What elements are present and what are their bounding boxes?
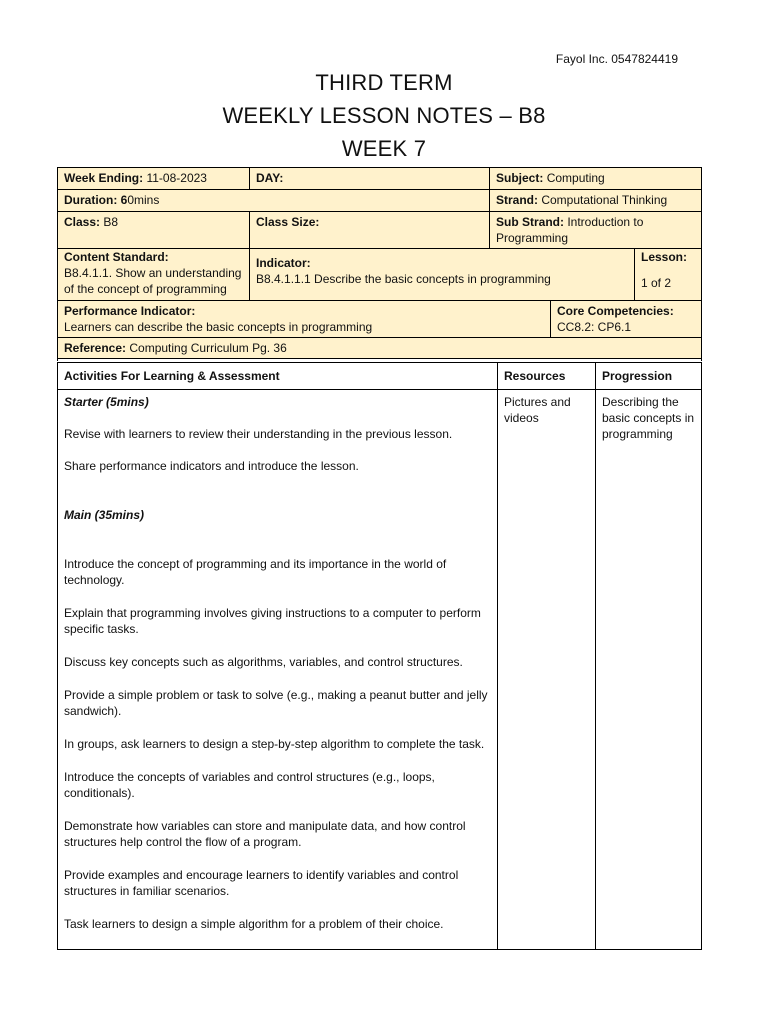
- subject-value: Computing: [546, 171, 605, 185]
- starter-heading: Starter (5mins): [64, 395, 149, 409]
- resources-header: Resources: [498, 363, 596, 390]
- reference-cell: Reference: Computing Curriculum Pg. 36: [58, 338, 702, 359]
- document-title: WEEKLY LESSON NOTES – B8: [222, 103, 546, 128]
- main-item: Introduce the concept of programming and its importance in the world of technology.: [64, 557, 447, 587]
- content-standard-cell: Content Standard: B8.4.1.1. Show an understanding of the concept of programming: [58, 249, 250, 301]
- reference-value: Computing Curriculum Pg. 36: [129, 341, 287, 355]
- lesson-cell: Lesson: 1 of 2: [635, 249, 702, 301]
- main-item: In groups, ask learners to design a step-by-step algorithm to complete the task.: [64, 737, 485, 751]
- class-cell: Class: B8: [58, 212, 250, 249]
- main-item: Provide examples and encourage learners to identify variables and control structures in familiar scenarios.: [64, 868, 459, 898]
- content-standard-value: B8.4.1.1. Show an understanding of the concept of programming: [64, 266, 242, 296]
- indicator-cell: Indicator: B8.4.1.1.1 Describe the basic concepts in programming: [250, 249, 635, 301]
- sub-strand-cell: Sub Strand: Introduction to Programming: [490, 212, 702, 249]
- duration-value: 0mins: [127, 193, 160, 207]
- performance-indicator-cell: Performance Indicator: Learners can describe the basic concepts in programming: [58, 301, 551, 338]
- contact-info: Fayol Inc. 0547824419: [555, 52, 678, 66]
- main-item: Explain that programming involves giving instructions to a computer to perform specific tasks.: [64, 606, 481, 636]
- duration-cell: Duration: 60mins: [58, 190, 490, 212]
- strand-cell: Strand: Computational Thinking: [490, 190, 702, 212]
- starter-item: Revise with learners to review their understanding in the previous lesson.: [64, 427, 453, 441]
- class-size-cell: Class Size:: [250, 212, 490, 249]
- core-competencies-value: CC8.2: CP6.1: [557, 320, 632, 334]
- week-ending-cell: Week Ending: 11-08-2023: [58, 168, 250, 190]
- lesson-info-table: [57, 167, 702, 359]
- performance-indicator-value: Learners can describe the basic concepts in programming: [64, 320, 373, 334]
- class-value: B8: [103, 215, 119, 229]
- day-cell: DAY:: [250, 168, 490, 190]
- main-item: Discuss key concepts such as algorithms, variables, and control structures.: [64, 655, 463, 669]
- sub-strand-value: Introduction to Programming: [496, 215, 644, 245]
- activities-table: [57, 362, 702, 950]
- main-item: Introduce the concepts of variables and control structures (e.g., loops, conditionals).: [64, 770, 435, 800]
- spacer-row: [57, 340, 702, 361]
- main-heading: Main (35mins): [64, 508, 145, 522]
- progression-value: Describing the basic concepts in programming: [596, 390, 702, 950]
- resources-value: Pictures and videos: [498, 390, 596, 950]
- core-competencies-cell: Core Competencies: CC8.2: CP6.1: [551, 301, 702, 338]
- starter-item: Share performance indicators and introduce the lesson.: [64, 459, 359, 473]
- main-item: Task learners to design a simple algorithm for a problem of their choice.: [64, 917, 444, 931]
- indicator-value: B8.4.1.1.1 Describe the basic concepts in programming: [256, 272, 551, 286]
- main-item: Demonstrate how variables can store and manipulate data, and how control structures help control the flow of a program.: [64, 819, 466, 849]
- activities-header: Activities For Learning & Assessment: [58, 363, 498, 390]
- week-title: WEEK 7: [341, 136, 427, 161]
- subject-cell: Subject: Computing: [490, 168, 702, 190]
- main-item: Provide a simple problem or task to solve (e.g., making a peanut butter and jelly sandwich).: [64, 688, 488, 718]
- strand-value: Computational Thinking: [541, 193, 668, 207]
- term-title: THIRD TERM: [315, 70, 453, 95]
- lesson-value: 1 of 2: [641, 276, 672, 290]
- week-ending-value: 11-08-2023: [146, 171, 207, 185]
- progression-header: Progression: [596, 363, 702, 390]
- activities-body: [58, 390, 498, 950]
